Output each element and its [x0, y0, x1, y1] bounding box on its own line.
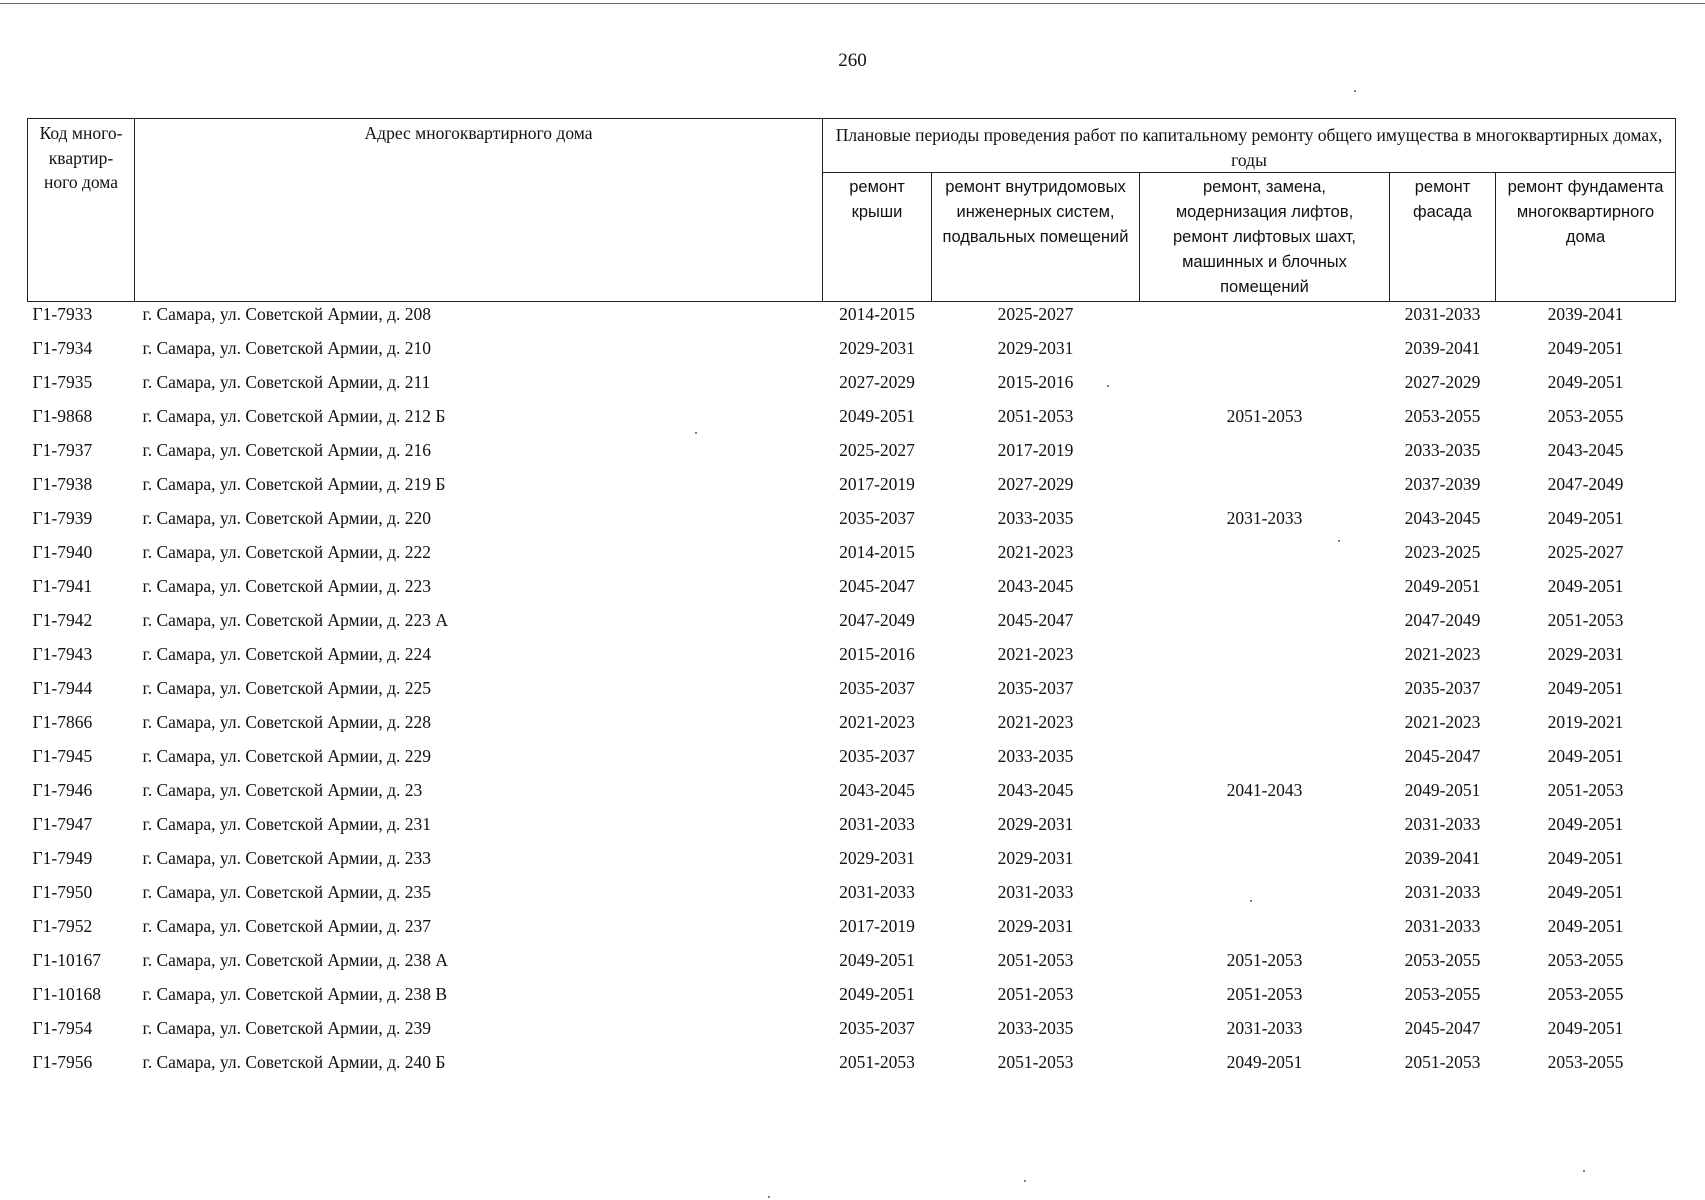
cell-code: Г1-7940 [32, 542, 93, 562]
scan-speck [695, 432, 697, 434]
table-row [28, 710, 1676, 744]
cell-elevators [1140, 438, 1390, 472]
cell-engineering: 2021-2023 [997, 542, 1074, 562]
cell-facade: 2037-2039 [1404, 474, 1481, 494]
cell-code: Г1-7945 [32, 746, 93, 766]
cell-address: г. Самара, ул. Советской Армии, д. 228 [142, 712, 432, 732]
cell-facade: 2039-2041 [1404, 848, 1481, 868]
cell-engineering: 2017-2019 [997, 440, 1074, 460]
cell-roof: 2031-2033 [839, 814, 915, 834]
table-row [28, 404, 1676, 438]
cell-elevators [1140, 812, 1390, 846]
cell-engineering: 2025-2027 [997, 304, 1074, 324]
cell-engineering: 2043-2045 [997, 780, 1074, 800]
cell-engineering: 2021-2023 [997, 644, 1074, 664]
cell-code: Г1-7938 [32, 474, 93, 494]
cell-engineering: 2051-2053 [997, 950, 1074, 970]
cell-roof: 2027-2029 [839, 372, 915, 392]
scan-speck [1250, 900, 1252, 902]
cell-engineering: 2029-2031 [997, 848, 1074, 868]
cell-address: г. Самара, ул. Советской Армии, д. 239 [142, 1018, 432, 1038]
cell-code: Г1-7934 [32, 338, 93, 358]
capital-repair-table [27, 118, 1676, 1084]
cell-facade: 2027-2029 [1404, 372, 1481, 392]
table-row [28, 302, 1676, 337]
table-body [28, 302, 1676, 1085]
cell-code: Г1-7942 [32, 610, 93, 630]
cell-code: Г1-10167 [32, 950, 101, 970]
cell-facade: 2031-2033 [1404, 882, 1481, 902]
cell-facade: 2045-2047 [1404, 746, 1481, 766]
cell-address: г. Самара, ул. Советской Армии, д. 225 [142, 678, 432, 698]
cell-engineering: 2027-2029 [997, 474, 1074, 494]
cell-elevators [1140, 642, 1390, 676]
cell-roof: 2029-2031 [839, 848, 915, 868]
cell-roof: 2051-2053 [839, 1052, 915, 1072]
cell-code: Г1-7944 [32, 678, 93, 698]
cell-address: г. Самара, ул. Советской Армии, д. 238 В [142, 984, 448, 1004]
cell-engineering: 2031-2033 [997, 882, 1074, 902]
cell-roof: 2047-2049 [839, 610, 915, 630]
header-roof: ремонт крыши [823, 173, 932, 302]
cell-code: Г1-7935 [32, 372, 93, 392]
cell-address: г. Самара, ул. Советской Армии, д. 231 [142, 814, 432, 834]
cell-address: г. Самара, ул. Советской Армии, д. 208 [142, 304, 432, 324]
cell-roof: 2049-2051 [839, 984, 915, 1004]
table-row [28, 1050, 1676, 1084]
cell-elevators [1140, 676, 1390, 710]
scan-speck [1354, 90, 1356, 92]
cell-code: Г1-7952 [32, 916, 93, 936]
cell-engineering: 2029-2031 [997, 916, 1074, 936]
cell-roof: 2015-2016 [839, 644, 915, 664]
cell-code: Г1-10168 [32, 984, 101, 1004]
cell-address: г. Самара, ул. Советской Армии, д. 235 [142, 882, 432, 902]
cell-code: Г1-7956 [32, 1052, 93, 1072]
cell-foundation: 2047-2049 [1547, 474, 1624, 494]
header-elevators: ремонт, замена, модернизация лифтов, ремонт лифтовых шахт, машинных и блочных помещений [1140, 173, 1390, 302]
cell-elevators [1140, 540, 1390, 574]
cell-roof: 2014-2015 [839, 304, 915, 324]
cell-code: Г1-7866 [32, 712, 93, 732]
cell-address: г. Самара, ул. Советской Армии, д. 229 [142, 746, 432, 766]
cell-engineering: 2033-2035 [997, 1018, 1074, 1038]
cell-foundation: 2049-2051 [1547, 1018, 1624, 1038]
header-code: Код много-квартир-ного дома [28, 119, 135, 302]
cell-facade: 2051-2053 [1404, 1052, 1481, 1072]
table-row [28, 914, 1676, 948]
cell-engineering: 2015-2016 [997, 372, 1074, 392]
header-engineering: ремонт внутридомовых инженерных систем, подвальных помещений [932, 173, 1140, 302]
cell-code: Г1-9868 [32, 406, 93, 426]
cell-foundation: 2051-2053 [1547, 780, 1624, 800]
cell-elevators: 2051-2053 [1226, 406, 1303, 426]
cell-elevators [1140, 710, 1390, 744]
cell-elevators: 2031-2033 [1226, 508, 1303, 528]
cell-elevators: 2051-2053 [1226, 984, 1303, 1004]
table-row [28, 744, 1676, 778]
cell-foundation: 2039-2041 [1547, 304, 1624, 324]
cell-facade: 2033-2035 [1404, 440, 1481, 460]
cell-code: Г1-7947 [32, 814, 93, 834]
cell-elevators [1140, 336, 1390, 370]
cell-engineering: 2051-2053 [997, 1052, 1074, 1072]
cell-foundation: 2053-2055 [1547, 984, 1624, 1004]
header-address: Адрес многоквартирного дома [135, 119, 823, 302]
cell-engineering: 2051-2053 [997, 406, 1074, 426]
table-row [28, 642, 1676, 676]
cell-foundation: 2053-2055 [1547, 406, 1624, 426]
cell-facade: 2031-2033 [1404, 916, 1481, 936]
top-scan-rule [0, 3, 1705, 4]
cell-elevators: 2049-2051 [1226, 1052, 1303, 1072]
cell-code: Г1-7949 [32, 848, 93, 868]
cell-elevators: 2041-2043 [1226, 780, 1303, 800]
cell-code: Г1-7946 [32, 780, 93, 800]
cell-facade: 2049-2051 [1404, 576, 1481, 596]
header-facade: ремонт фасада [1390, 173, 1496, 302]
cell-facade: 2039-2041 [1404, 338, 1481, 358]
cell-roof: 2035-2037 [839, 678, 915, 698]
cell-roof: 2035-2037 [839, 508, 915, 528]
cell-address: г. Самара, ул. Советской Армии, д. 233 [142, 848, 432, 868]
table-header [28, 119, 1676, 302]
cell-elevators [1140, 302, 1390, 337]
cell-roof: 2035-2037 [839, 746, 915, 766]
cell-engineering: 2035-2037 [997, 678, 1074, 698]
cell-elevators [1140, 370, 1390, 404]
table-row [28, 1016, 1676, 1050]
cell-foundation: 2049-2051 [1547, 338, 1624, 358]
table-row [28, 982, 1676, 1016]
cell-roof: 2035-2037 [839, 1018, 915, 1038]
cell-address: г. Самара, ул. Советской Армии, д. 237 [142, 916, 432, 936]
cell-facade: 2021-2023 [1404, 644, 1481, 664]
cell-facade: 2049-2051 [1404, 780, 1481, 800]
cell-foundation: 2049-2051 [1547, 848, 1624, 868]
cell-code: Г1-7941 [32, 576, 93, 596]
cell-code: Г1-7950 [32, 882, 93, 902]
cell-address: г. Самара, ул. Советской Армии, д. 219 Б [142, 474, 446, 494]
cell-foundation: 2029-2031 [1547, 644, 1624, 664]
cell-code: Г1-7954 [32, 1018, 93, 1038]
cell-roof: 2017-2019 [839, 916, 915, 936]
table-row [28, 676, 1676, 710]
cell-address: г. Самара, ул. Советской Армии, д. 216 [142, 440, 432, 460]
cell-engineering: 2045-2047 [997, 610, 1074, 630]
cell-facade: 2021-2023 [1404, 712, 1481, 732]
cell-elevators [1140, 472, 1390, 506]
cell-roof: 2031-2033 [839, 882, 915, 902]
cell-foundation: 2049-2051 [1547, 916, 1624, 936]
cell-facade: 2031-2033 [1404, 814, 1481, 834]
table-row [28, 574, 1676, 608]
cell-elevators [1140, 846, 1390, 880]
cell-code: Г1-7943 [32, 644, 93, 664]
cell-foundation: 2053-2055 [1547, 950, 1624, 970]
cell-facade: 2053-2055 [1404, 406, 1481, 426]
cell-facade: 2053-2055 [1404, 950, 1481, 970]
cell-elevators [1140, 608, 1390, 642]
cell-address: г. Самара, ул. Советской Армии, д. 240 Б [142, 1052, 446, 1072]
scan-speck [768, 1196, 770, 1198]
cell-roof: 2025-2027 [839, 440, 915, 460]
cell-elevators: 2031-2033 [1226, 1018, 1303, 1038]
cell-foundation: 2049-2051 [1547, 882, 1624, 902]
table-row [28, 472, 1676, 506]
table-row [28, 370, 1676, 404]
table-row [28, 438, 1676, 472]
cell-code: Г1-7937 [32, 440, 93, 460]
cell-engineering: 2029-2031 [997, 814, 1074, 834]
cell-roof: 2029-2031 [839, 338, 915, 358]
table-row [28, 608, 1676, 642]
cell-address: г. Самара, ул. Советской Армии, д. 238 А [142, 950, 449, 970]
table-row [28, 540, 1676, 574]
cell-foundation: 2025-2027 [1547, 542, 1624, 562]
table-row [28, 506, 1676, 540]
cell-engineering: 2033-2035 [997, 508, 1074, 528]
cell-roof: 2021-2023 [839, 712, 915, 732]
cell-elevators [1140, 574, 1390, 608]
cell-roof: 2014-2015 [839, 542, 915, 562]
table-row [28, 846, 1676, 880]
cell-foundation: 2019-2021 [1547, 712, 1624, 732]
cell-elevators: 2051-2053 [1226, 950, 1303, 970]
cell-address: г. Самара, ул. Советской Армии, д. 224 [142, 644, 432, 664]
table-row [28, 948, 1676, 982]
table-row [28, 336, 1676, 370]
table-row [28, 812, 1676, 846]
cell-facade: 2043-2045 [1404, 508, 1481, 528]
cell-roof: 2045-2047 [839, 576, 915, 596]
cell-foundation: 2043-2045 [1547, 440, 1624, 460]
scan-speck [1338, 540, 1340, 542]
cell-facade: 2053-2055 [1404, 984, 1481, 1004]
cell-roof: 2043-2045 [839, 780, 915, 800]
page-number: 260 [838, 50, 867, 71]
table-row [28, 778, 1676, 812]
cell-code: Г1-7939 [32, 508, 93, 528]
cell-address: г. Самара, ул. Советской Армии, д. 212 Б [142, 406, 446, 426]
cell-foundation: 2051-2053 [1547, 610, 1624, 630]
cell-code: Г1-7933 [32, 304, 93, 324]
cell-roof: 2049-2051 [839, 406, 915, 426]
cell-address: г. Самара, ул. Советской Армии, д. 220 [142, 508, 432, 528]
scan-speck [1107, 385, 1109, 387]
cell-elevators [1140, 880, 1390, 914]
cell-address: г. Самара, ул. Советской Армии, д. 210 [142, 338, 432, 358]
cell-foundation: 2053-2055 [1547, 1052, 1624, 1072]
cell-foundation: 2049-2051 [1547, 814, 1624, 834]
cell-address: г. Самара, ул. Советской Армии, д. 23 [142, 780, 423, 800]
cell-address: г. Самара, ул. Советской Армии, д. 222 [142, 542, 432, 562]
cell-foundation: 2049-2051 [1547, 678, 1624, 698]
cell-engineering: 2029-2031 [997, 338, 1074, 358]
cell-foundation: 2049-2051 [1547, 508, 1624, 528]
cell-roof: 2049-2051 [839, 950, 915, 970]
header-foundation: ремонт фундамента многоквартирного дома [1496, 173, 1676, 302]
cell-elevators [1140, 914, 1390, 948]
cell-engineering: 2051-2053 [997, 984, 1074, 1004]
cell-foundation: 2049-2051 [1547, 576, 1624, 596]
cell-roof: 2017-2019 [839, 474, 915, 494]
cell-elevators [1140, 744, 1390, 778]
cell-engineering: 2033-2035 [997, 746, 1074, 766]
scan-speck [1024, 1180, 1026, 1182]
cell-facade: 2031-2033 [1404, 304, 1481, 324]
cell-foundation: 2049-2051 [1547, 372, 1624, 392]
cell-address: г. Самара, ул. Советской Армии, д. 223 А [142, 610, 449, 630]
cell-address: г. Самара, ул. Советской Армии, д. 223 [142, 576, 432, 596]
table-row [28, 880, 1676, 914]
cell-engineering: 2021-2023 [997, 712, 1074, 732]
cell-facade: 2047-2049 [1404, 610, 1481, 630]
cell-engineering: 2043-2045 [997, 576, 1074, 596]
scan-speck [1583, 1170, 1585, 1172]
cell-address: г. Самара, ул. Советской Армии, д. 211 [142, 372, 431, 392]
cell-facade: 2023-2025 [1404, 542, 1481, 562]
cell-facade: 2045-2047 [1404, 1018, 1481, 1038]
header-planned-periods: Плановые периоды проведения работ по капитальному ремонту общего имущества в многоквартирных домах, годы [823, 119, 1676, 173]
cell-facade: 2035-2037 [1404, 678, 1481, 698]
cell-foundation: 2049-2051 [1547, 746, 1624, 766]
